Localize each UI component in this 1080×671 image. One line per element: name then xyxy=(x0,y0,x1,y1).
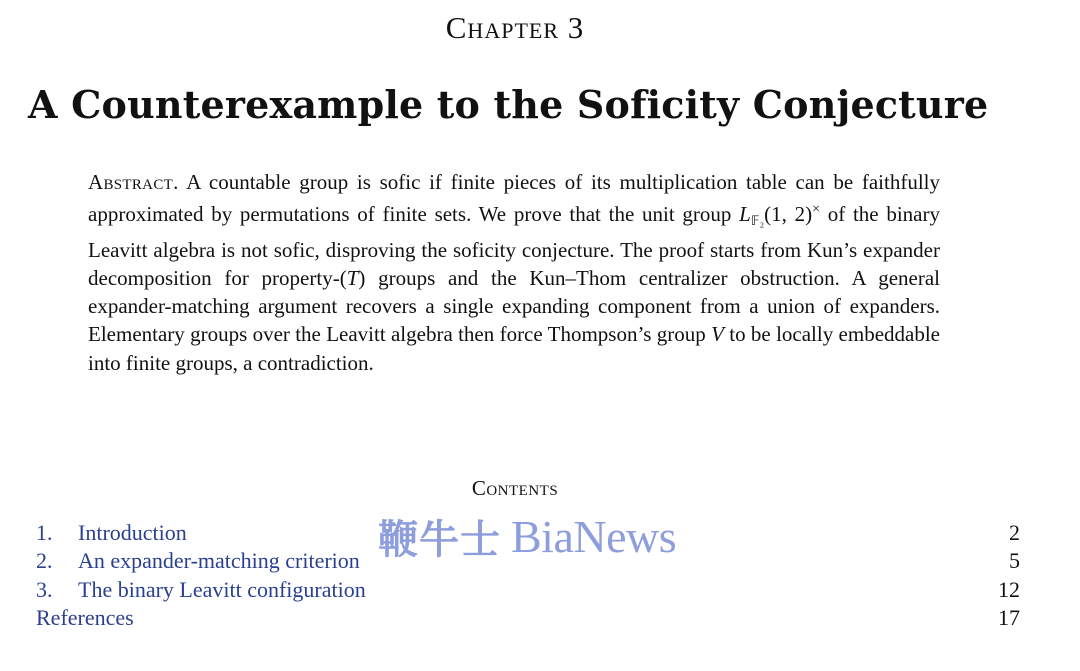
toc-number: 3. xyxy=(36,576,53,602)
math-T: T xyxy=(346,265,359,290)
toc-title: References xyxy=(36,604,134,630)
abstract-text-4: to be locally embeddable into finite groups, a contradiction. xyxy=(88,322,940,375)
math-args: (1, 2) xyxy=(764,202,813,227)
toc-page-number: 17 xyxy=(998,604,1020,630)
toc-link-introduction[interactable] xyxy=(36,519,187,547)
chapter-label: Chapter 3 xyxy=(445,10,585,45)
toc-link-references[interactable] xyxy=(36,604,134,632)
toc-title: An expander-matching criterion xyxy=(78,548,360,574)
toc-row[interactable] xyxy=(36,519,1020,547)
abstract-label: Abstract. xyxy=(88,170,179,194)
toc-page-number: 12 xyxy=(998,576,1020,602)
math-field-subscript: 𝔽₂ xyxy=(750,213,765,229)
abstract-text-3: ) groups and the Kun–Thom centralizer obstruction. A general expander-matching argument recovers a single expanding component from a union of expanders. Elementary groups over the Leavitt algebra then force Thompson’s group xyxy=(88,265,940,347)
abstract-text-1: A countable group is sofic if finite pieces of its multiplication table can be faithfully approximated by permutations of finite sets. We prove that the unit group xyxy=(88,170,940,227)
toc-link-binary-leavitt[interactable] xyxy=(36,576,366,604)
math-V: V xyxy=(711,322,724,347)
table-of-contents xyxy=(36,519,1020,632)
math-units-superscript: × xyxy=(812,202,820,218)
watermark-cn-text: 鞭牛士 xyxy=(378,517,501,563)
toc-title: The binary Leavitt configuration xyxy=(78,576,366,602)
toc-number: 2. xyxy=(36,548,53,574)
watermark-en-text: BiaNews xyxy=(511,511,677,562)
toc-title: Introduction xyxy=(78,520,187,545)
toc-page-number: 2 xyxy=(1009,520,1020,545)
math-L: L xyxy=(739,202,751,227)
toc-number: 1. xyxy=(36,520,53,545)
toc-row[interactable] xyxy=(36,576,1020,604)
contents-heading: Contents xyxy=(471,476,559,500)
toc-page-number: 5 xyxy=(1009,548,1020,574)
math-leavitt-algebra xyxy=(739,202,820,229)
toc-row[interactable] xyxy=(36,604,1020,632)
toc-row[interactable] xyxy=(36,547,1020,575)
toc-link-expander-matching[interactable] xyxy=(36,547,360,575)
abstract-text-2: of the binary Leavitt algebra is not sofic, disproving the soficity conjecture. The proof starts from Kun’s expander decomposition for property-( xyxy=(88,202,940,290)
abstract xyxy=(88,168,940,377)
chapter-title: A Counterexample to the Soficity Conjecture xyxy=(28,82,989,127)
